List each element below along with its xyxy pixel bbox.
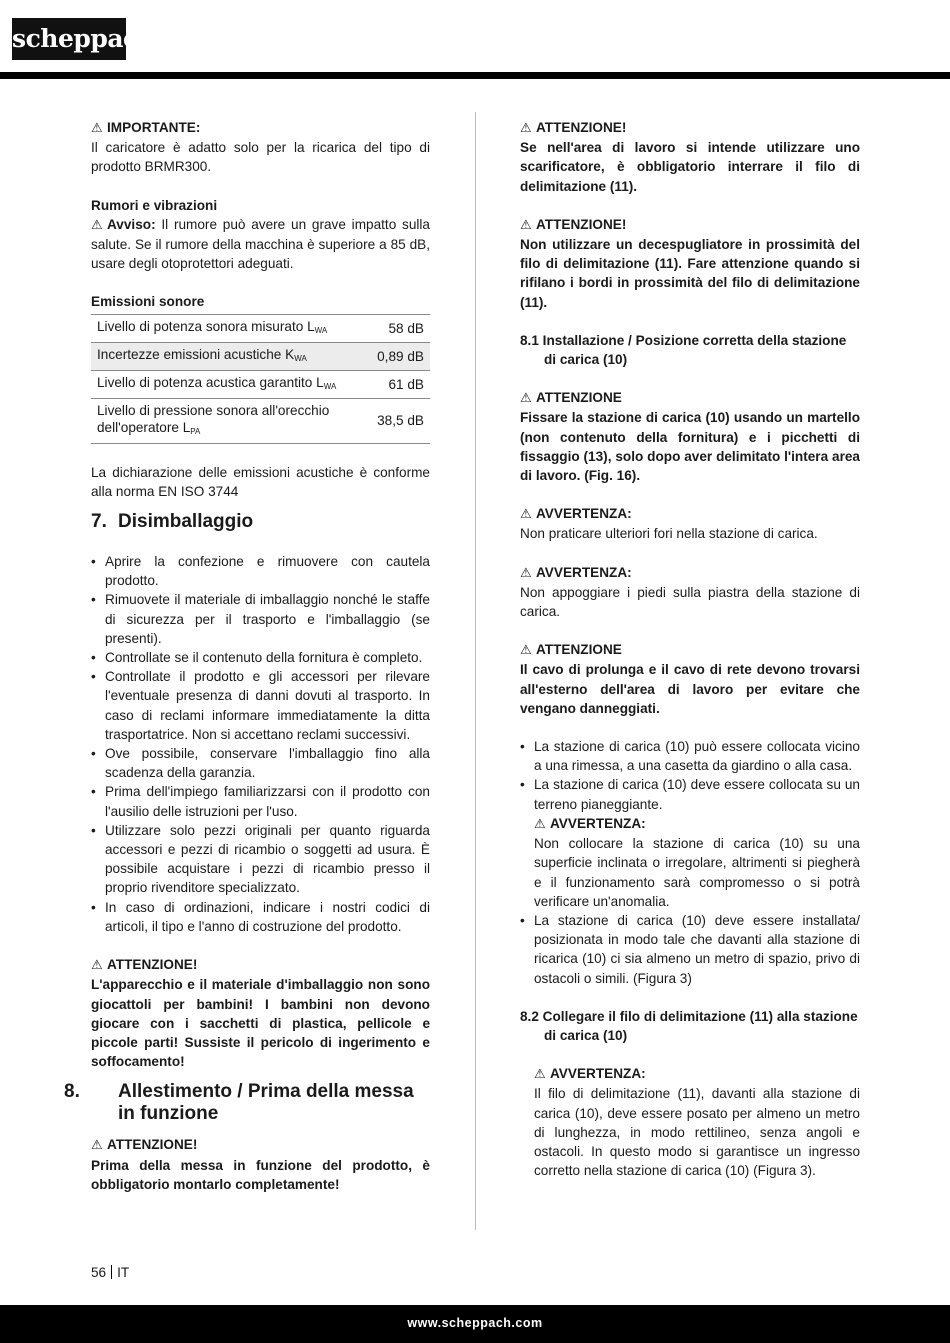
- warning-icon: ⚠: [534, 816, 546, 832]
- list-item: • Prima dell'impiego familiarizzarsi con il prodotto con l'ausilio delle istruzioni per l'uso.: [91, 782, 430, 820]
- warning-text: Non collocare la stazione di carica (10) su una superficie inclinata o irregolare, altrimenti si piegherà e il funzionamento sarà compromesso o si potrà verificare un'anomalia.: [534, 836, 860, 909]
- attention-text: Prima della messa in funzione del prodotto, è obbligatorio montarlo completamente!: [91, 1157, 430, 1192]
- noise-heading: Rumori e vibrazioni: [91, 197, 218, 213]
- warning-icon: ⚠: [520, 643, 532, 659]
- attention-text: Il cavo di prolunga e il cavo di rete devono trovarsi all'esterno dell'area di lavoro per evitare che vengano danneggiati.: [520, 662, 860, 716]
- warning-icon: ⚠: [91, 121, 103, 136]
- table-row: [91, 342, 430, 370]
- section-8-1-heading: 8.1 Installazione / Posizione corretta della stazione di carica (10): [520, 332, 847, 368]
- list-item: • Controllate se il contenuto della fornitura è completo.: [91, 648, 430, 667]
- warning-text: Non appoggiare i piedi sulla piastra della stazione di carica.: [520, 584, 860, 620]
- attention-heading: ⚠ ATTENZIONE!: [520, 118, 860, 138]
- table-row: [91, 370, 430, 398]
- warning-icon: ⚠: [520, 217, 532, 233]
- table-cell-label: Livello di potenza acustica garantito $L_{WA}$: [91, 370, 371, 398]
- table-row: [91, 398, 430, 443]
- attention-heading: ⚠ ATTENZIONE: [520, 640, 860, 660]
- attention-text: Fissare la stazione di carica (10) usando un martello (non contenuto della fornitura) e i picchetti di fissaggio (13), solo dopo aver delimitato l'intera area di lavoro. (Fig. 16).: [520, 410, 860, 484]
- table-cell-value: 58 dB: [371, 314, 430, 342]
- attention-heading: ⚠ ATTENZIONE: [520, 388, 860, 408]
- attention-heading: ⚠ ATTENZIONE!: [91, 955, 430, 975]
- list-item: • La stazione di carica (10) deve essere collocata su un terreno pianeggiante. ⚠ AVVERTENZA: Non collocare la stazione di carica (10) su una superficie inclinata o irregolare, altrimenti si piegherà e il funzionamento sarà compromesso o si potrà verificare un'anomalia.: [520, 775, 860, 910]
- attention-heading: ⚠ ATTENZIONE!: [91, 1135, 430, 1155]
- warning-icon: ⚠: [534, 1067, 546, 1083]
- list-item: • In caso di ordinazioni, indicare i nostri codici di articoli, il tipo e l'anno di costruzione del prodotto.: [91, 898, 430, 936]
- boundary-wire-warning: [520, 1064, 860, 1180]
- table-cell-label: Livello di potenza sonora misurato $L_{WA}$: [91, 314, 371, 342]
- table-cell-label: Incertezze emissioni acustiche $K_{WA}$: [91, 342, 371, 370]
- warning-icon: ⚠: [520, 391, 532, 407]
- warning-heading: ⚠ AVVERTENZA:: [534, 814, 860, 834]
- warning-icon: ⚠: [520, 507, 532, 523]
- emissions-heading: Emissioni sonore: [91, 294, 205, 310]
- right-column: [520, 118, 860, 1180]
- warning-icon: ⚠: [520, 565, 532, 581]
- attention-heading: ⚠ ATTENZIONE!: [520, 215, 860, 235]
- column-divider: [475, 112, 476, 1230]
- warning-heading: ⚠ AVVERTENZA:: [520, 563, 860, 583]
- section-7-heading: 7. Disimballaggio: [91, 511, 254, 533]
- section-8-heading: 8. Allestimento / Prima della messa in funzione: [64, 1081, 414, 1125]
- separator: [111, 1265, 112, 1279]
- list-item: • Aprire la confezione e rimuovere con cautela prodotto.: [91, 552, 430, 590]
- warning-icon: ⚠: [91, 217, 103, 233]
- list-item: • Rimuovete il materiale di imballaggio nonché le staffe di sicurezza per il trasporto e l'imballaggio (se presenti).: [91, 590, 430, 648]
- unpacking-list: [91, 552, 430, 936]
- warning-heading: ⚠ AVVERTENZA:: [534, 1064, 860, 1084]
- warning-icon: ⚠: [91, 958, 103, 974]
- attention-text: Non utilizzare un decespugliatore in prossimità del filo di delimitazione (11). Fare attenzione quando si rifilano i bordi in prossimità del filo di delimitazione (11).: [520, 237, 860, 310]
- page-number: 56 IT: [91, 1265, 130, 1280]
- warning-text: Non praticare ulteriori fori nella stazione di carica.: [520, 526, 818, 542]
- website-link[interactable]: www.scheppach.com: [407, 1316, 543, 1330]
- table-row: [91, 314, 430, 342]
- list-item: • La stazione di carica (10) deve essere installata/ posizionata in modo tale che davanti alla stazione di ricarica (10) ci sia almeno un metro di spazio, privo di ostacoli o simili. (Figura 3): [520, 911, 860, 988]
- brand-logo: scheppach: [12, 18, 126, 60]
- attention-text: Se nell'area di lavoro si intende utilizzare uno scarificatore, è obbligatorio interrare il filo di delimitazione (11).: [520, 140, 860, 194]
- installation-list: [520, 737, 860, 988]
- table-cell-label: Livello di pressione sonora all'orecchio dell'operatore $L_{PA}$: [91, 398, 371, 443]
- warning-heading: ⚠ AVVERTENZA:: [520, 504, 860, 524]
- attention-text: L'apparecchio e il materiale d'imballaggio non sono giocattoli per bambini! I bambini non devono giocare con i sacchetti di plastica, pellicole e piccole parti! Sussiste il pericolo di ingerimento e soffocamento!: [91, 977, 430, 1070]
- noise-warning: ⚠ Avviso: Il rumore può avere un grave impatto sulla salute. Se il rumore della macchina è superiore a 85 dB, usare degli otoprotettori adeguati.: [91, 216, 430, 272]
- section-8-2-heading: 8.2 Collegare il filo di delimitazione (11) alla stazione di carica (10): [520, 1008, 858, 1043]
- list-item: • Ove possibile, conservare l'imballaggio fino alla scadenza della garanzia.: [91, 744, 430, 782]
- list-item: • La stazione di carica (10) può essere collocata vicino a una rimessa, a una casetta da giardino o alla casa.: [520, 737, 860, 775]
- emissions-table: [91, 314, 430, 444]
- left-column: [64, 118, 430, 1194]
- table-cell-value: 38,5 dB: [371, 398, 430, 443]
- table-cell-value: 61 dB: [371, 370, 430, 398]
- list-item: • Controllate il prodotto e gli accessori per rilevare l'eventuale presenza di danni dovuti al trasporto. In caso di reclami informare immediatamente la ditta trasportatrice. Non si accettano reclami successivi.: [91, 667, 430, 744]
- warning-icon: ⚠: [91, 1138, 103, 1154]
- header-rule: [0, 72, 950, 79]
- table-cell-value: 0,89 dB: [371, 342, 430, 370]
- warning-text: Il filo di delimitazione (11), davanti alla stazione di carica (10), deve essere posato per almeno un metro di lunghezza, in modo rettilineo, senza angoli e ostacoli. In questo modo si garantisce un ingresso corretto nella stazione di carica (10) (Figura 3).: [534, 1086, 860, 1179]
- conformity-text: La dichiarazione delle emissioni acustiche è conforme alla norma EN ISO 3744: [91, 464, 430, 499]
- warning-icon: ⚠: [520, 121, 532, 136]
- footer-bar: [0, 1305, 950, 1343]
- important-text: Il caricatore è adatto solo per la ricarica del tipo di prodotto BRMR300.: [91, 140, 430, 175]
- list-item: • Utilizzare solo pezzi originali per quanto riguarda accessori e pezzi di ricambio o soggetti ad usura. È possibile acquistare i pezzi di ricambio presso il proprio rivenditore specializzato.: [91, 821, 430, 898]
- important-heading: ⚠ IMPORTANTE:: [91, 118, 430, 138]
